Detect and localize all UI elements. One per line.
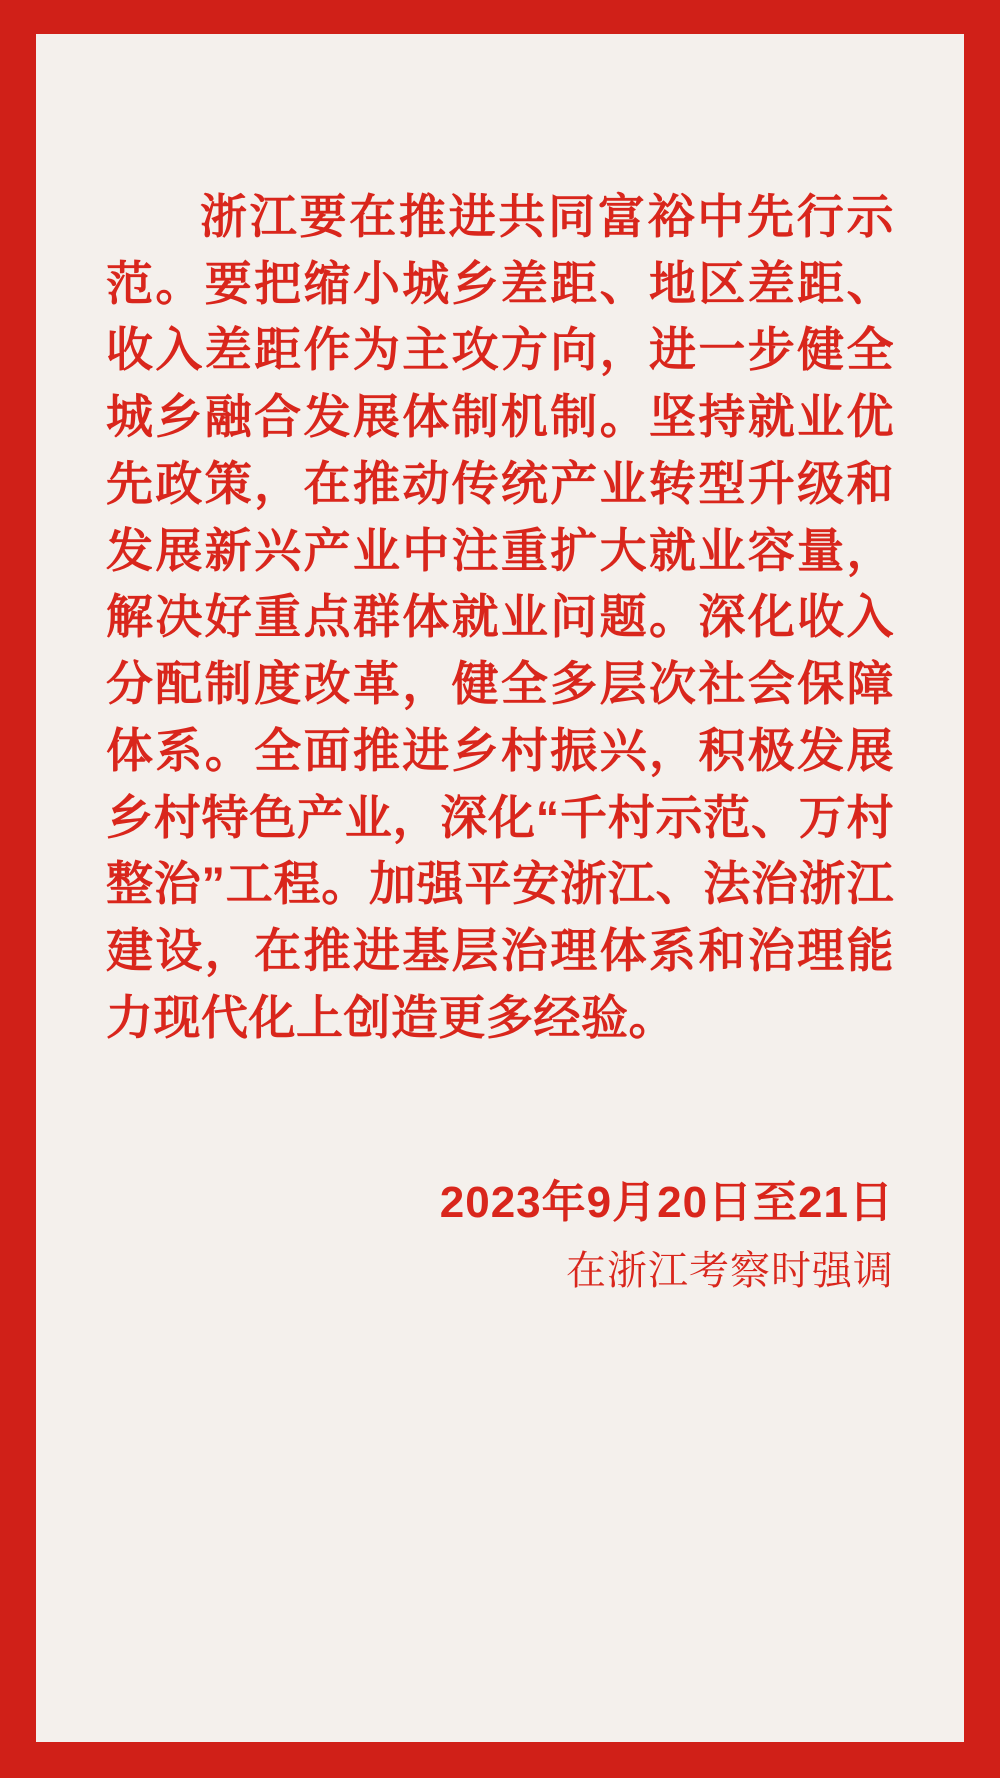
quote-card <box>36 34 964 1742</box>
attribution-block <box>106 1170 894 1302</box>
attribution-note: 在浙江考察时强调 <box>566 1248 894 1293</box>
quote-text: 浙江要在推进共同富裕中先行示范。要把缩小城乡差距、地区差距、收入差距作为主攻方向，进一步健全城乡融合发展体制机制。坚持就业优先政策，在推动传统产业转型升级和发展新兴产业中注重扩大就业容量，解决好重点群体就业问题。深化收入分配制度改革，健全多层次社会保障体系。全面推进乡村振兴，积极发展乡村特色产业，深化“千村示范、万村整治”工程。加强平安浙江、法治浙江建设，在推进基层治理体系和治理能力现代化上创造更多经验。 <box>106 190 894 1044</box>
attribution-date: 2023年9月20日至21日 <box>439 1177 894 1227</box>
